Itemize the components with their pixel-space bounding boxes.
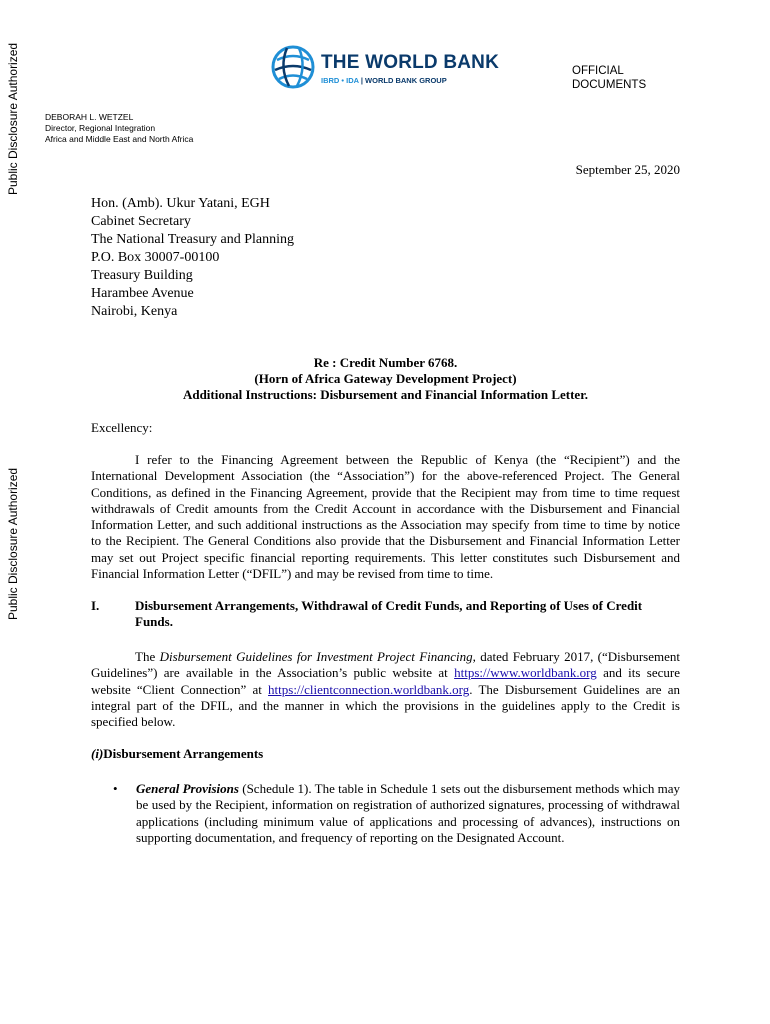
subject-line: Re : Credit Number 6768. [313,355,458,370]
official-line2: DOCUMENTS [572,79,647,91]
letter-date: September 25, 2020 [575,162,680,177]
section-title: Disbursement Arrangements, Withdrawal of Credit Funds, and Reporting of Uses of Credit Funds. [135,598,643,629]
logo-subtitle [321,76,447,85]
disclosure-banner-middle: Public Disclosure Authorized [6,467,20,620]
recipient-line: Nairobi, Kenya [91,304,178,319]
recipient-line: Hon. (Amb). Ukur Yatani, EGH [91,196,270,211]
logo-group: WORLD BANK GROUP [365,76,447,85]
official-documents-stamp [572,64,652,92]
subsection-prefix: (i) [91,746,104,761]
subject-block [91,355,680,403]
sender-title: Director, Regional Integration [45,123,156,133]
subject-line: Additional Instructions: Disbursement and Financial Information Letter. [182,387,589,402]
subsection-heading [91,746,263,762]
bullet-lead: General Provisions [136,781,239,796]
bullet-icon: • [113,781,118,796]
section-number: I. [91,598,100,613]
recipient-line: Treasury Building [91,268,193,283]
bullet-body [136,781,680,846]
official-line1: OFFICIAL [572,65,624,77]
guidelines-paragraph [91,649,680,730]
guidelines-text: The [135,649,160,664]
guidelines-text: . The Disbursement Guidelines are an integral part of the DFIL, and the manner in which the provisions in the guidelines apply to the Credit is specified below. [91,681,681,730]
client-connection-link[interactable]: https://clientconnection.worldbank.org [268,681,470,697]
guidelines-text: dated February 2017, (“Disbursement Guidelines”) are available in the Association’s public website at [91,649,680,681]
salutation: Excellency: [91,420,153,435]
guidelines-title: Disbursement Guidelines for Investment Project Financing, [159,649,476,664]
globe-icon [271,44,315,90]
world-bank-logo [271,44,511,94]
disclosure-banner-top: Public Disclosure Authorized [6,42,20,195]
logo-ibrd: IBRD • IDA [321,76,359,85]
subsection-title: Disbursement Arrangements [103,746,264,761]
recipient-line: P.O. Box 30007-00100 [91,250,220,265]
worldbank-link[interactable]: https://www.worldbank.org [454,665,597,681]
sender-name: DEBORAH L. WETZEL [45,112,134,122]
recipient-line: The National Treasury and Planning [91,232,294,247]
recipient-line: Cabinet Secretary [91,214,191,229]
bullet-text: (Schedule 1). The table in Schedule 1 sets out the disbursement methods which may be used by the Recipient, information on registration of authorized signatures, processing of withdrawal applications (including minimum value of applications and processing of advances), instructions on supporting documentation, and frequency of reporting on the Designated Account. [136,781,681,845]
intro-paragraph: I refer to the Financing Agreement between the Republic of Kenya (the “Recipient”) and the International Development Association (the “Association”) for the above-referenced Project. The General Conditions, as defined in the Financing Agreement, provide that the Recipient may from time to time request withdrawals of Credit amounts from the Credit Account in accordance with the Disbursement and Financial Information Letter, and such additional instructions as the Association may specify from time to time by notice to the Recipient. The General Conditions also provide that the Disbursement and Financial Information Letter may set out Project specific financial reporting requirements. This letter constitutes such Disbursement and Financial Information Letter (“DFIL”) and may be revised from time to time. [91,452,680,582]
sender-block [45,112,193,145]
sender-region: Africa and Middle East and North Africa [45,134,194,144]
guidelines-text: and its secure website “Client Connection” at [91,665,680,697]
recipient-line: Harambee Avenue [91,286,194,301]
subject-line: (Horn of Africa Gateway Development Project) [254,371,517,386]
logo-title: THE WORLD BANK [321,52,500,73]
recipient-address [91,195,294,321]
logo-separator: | [358,76,366,85]
